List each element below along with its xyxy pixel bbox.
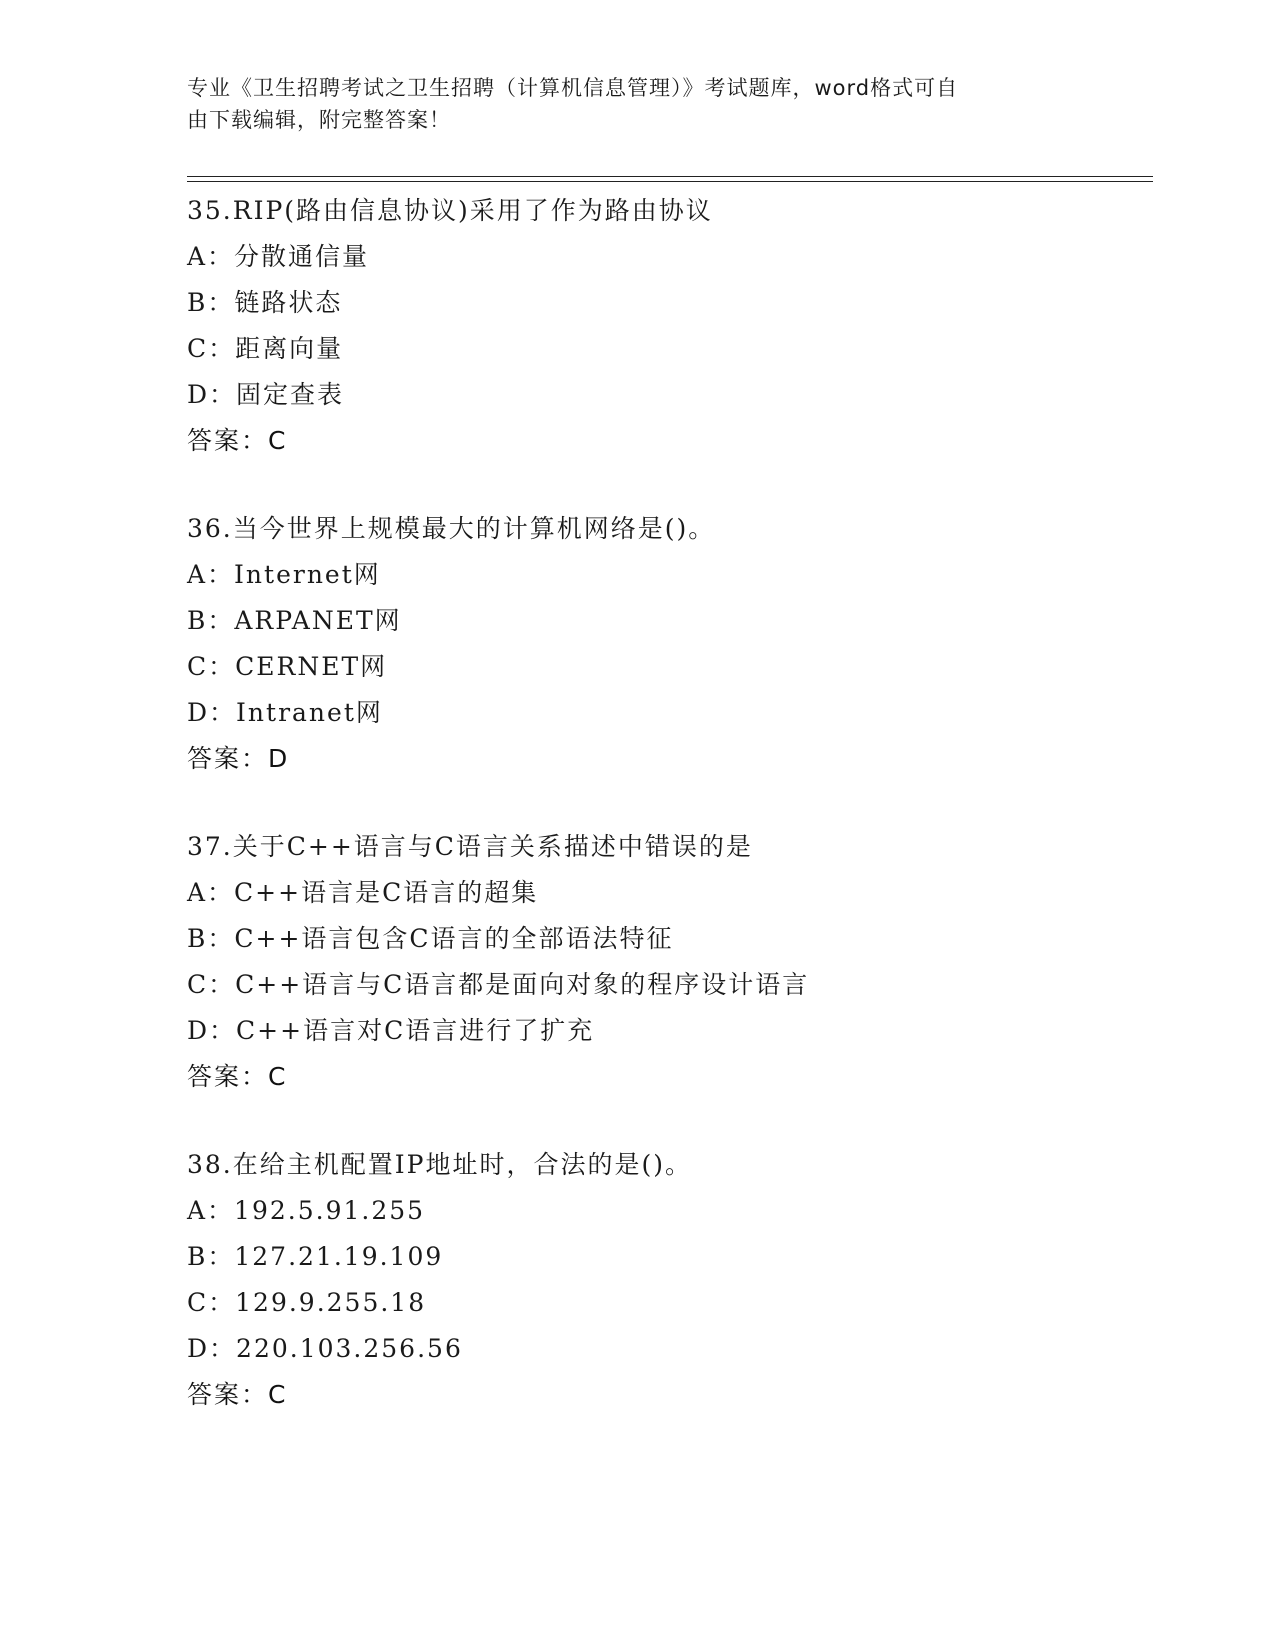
question-stem: 35.RIP(路由信息协议)采用了作为路由协议	[187, 196, 713, 225]
option-d: D：Intranet网	[187, 698, 383, 727]
option-c: C：距离向量	[187, 334, 344, 363]
document-header	[187, 72, 1067, 136]
question-37	[187, 824, 1147, 1100]
header-divider-top	[187, 176, 1153, 177]
option-b: B：127.21.19.109	[187, 1242, 444, 1271]
header-line-2: 由下载编辑，附完整答案！	[187, 108, 451, 132]
header-line-1: 专业《卫生招聘考试之卫生招聘（计算机信息管理）》考试题库，word格式可自	[187, 76, 959, 100]
option-b: B：C++语言包含C语言的全部语法特征	[187, 924, 674, 953]
answer: 答案：C	[187, 1062, 288, 1091]
option-c: C：C++语言与C语言都是面向对象的程序设计语言	[187, 970, 810, 999]
answer: 答案：C	[187, 1380, 288, 1409]
option-d: D：固定查表	[187, 380, 345, 409]
option-b: B：链路状态	[187, 288, 343, 317]
option-c: C：129.9.255.18	[187, 1288, 427, 1317]
option-d: D：C++语言对C语言进行了扩充	[187, 1016, 595, 1045]
option-a: A：Internet网	[187, 560, 381, 589]
option-c: C：CERNET网	[187, 652, 388, 681]
option-a: A：分散通信量	[187, 242, 370, 271]
option-d: D：220.103.256.56	[187, 1334, 463, 1363]
answer: 答案：D	[187, 744, 290, 773]
option-b: B：ARPANET网	[187, 606, 402, 635]
option-a: A：192.5.91.255	[187, 1196, 426, 1225]
question-stem: 36.当今世界上规模最大的计算机网络是()。	[187, 514, 716, 543]
question-stem: 38.在给主机配置IP地址时，合法的是()。	[187, 1150, 692, 1179]
option-a: A：C++语言是C语言的超集	[187, 878, 539, 907]
question-36	[187, 506, 1147, 782]
question-38	[187, 1142, 1147, 1418]
answer: 答案：C	[187, 426, 288, 455]
question-35	[187, 188, 1147, 464]
header-divider-bottom	[187, 181, 1153, 182]
question-stem: 37.关于C++语言与C语言关系描述中错误的是	[187, 832, 753, 861]
